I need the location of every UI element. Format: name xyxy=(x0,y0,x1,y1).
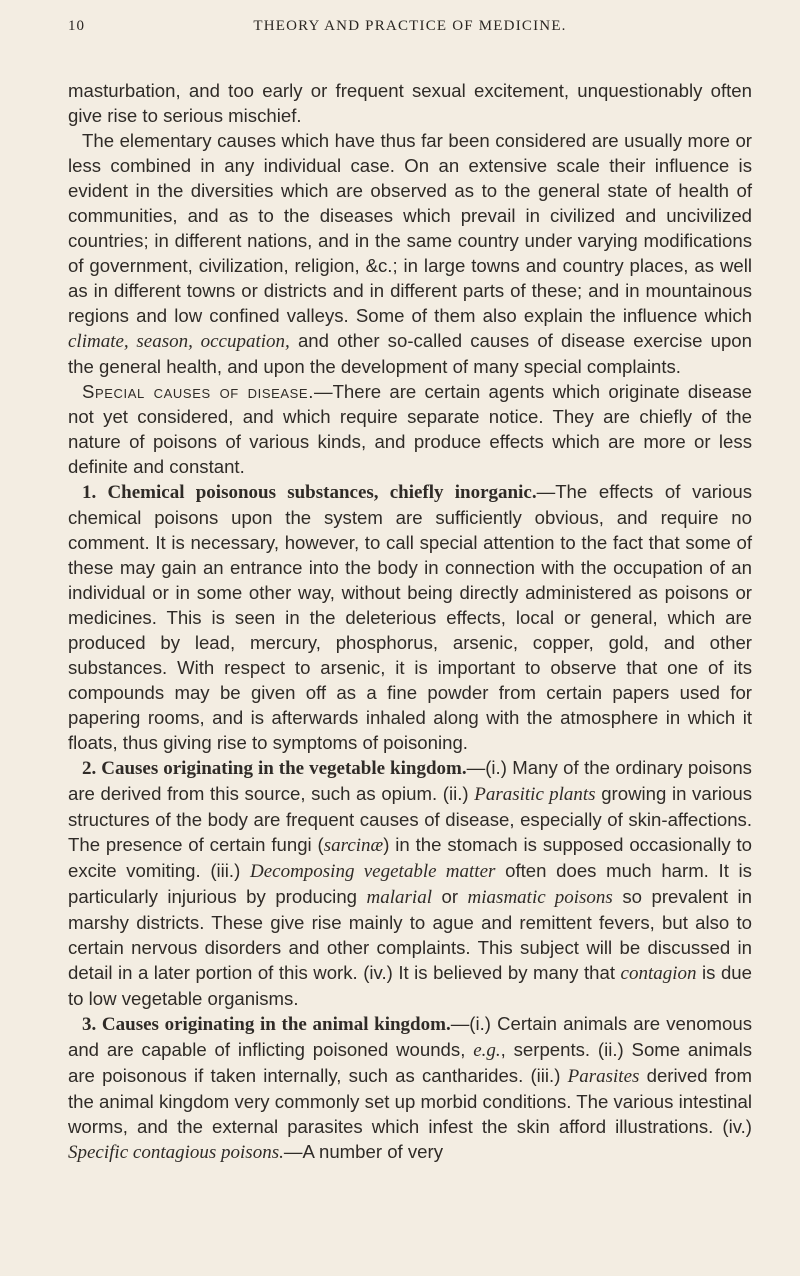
running-head: THEORY AND PRACTICE OF MEDICINE. xyxy=(253,18,567,34)
paragraph-6-italic-2: Parasites xyxy=(567,1066,640,1087)
paragraph-5-text-g: is due to low vegetable organisms. xyxy=(68,962,752,1009)
paragraph-5-text-f: so prevalent in marshy districts. These give rise mainly to ague and remittent fevers, but also to certain nervous disorders and other complaints. This subject will be discussed in detail in a later portion of this work. (iv.) It is believed by many that xyxy=(68,886,752,983)
paragraph-2-text-b: and other so-called causes of disease exercise upon the general health, and upon the development of many special complaints. xyxy=(68,330,752,377)
paragraph-1-text: masturbation, and too early or frequent sexual excitement, unquestionably often give rise to serious mischief. xyxy=(68,80,752,126)
paragraph-3 xyxy=(68,379,752,479)
page-number: 10 xyxy=(68,18,85,34)
chemical-poisons-heading: 1. Chemical poisonous substances, chiefly inorganic. xyxy=(82,482,537,503)
animal-kingdom-heading: 3. Causes originating in the animal kingdom. xyxy=(82,1014,451,1035)
page-header xyxy=(68,18,752,48)
paragraph-1 xyxy=(68,78,752,128)
paragraph-5-italic-3: Decomposing vegetable matter xyxy=(249,861,496,882)
body-text xyxy=(68,78,752,1165)
vegetable-kingdom-heading: 2. Causes originating in the vegetable kingdom. xyxy=(82,758,467,779)
paragraph-5-text-e: or xyxy=(431,886,468,907)
paragraph-4-text: —The effects of various chemical poisons upon the system are sufficiently obvious, and require no comment. It is necessary, however, to call special attention to the fact that some of these may gain an entrance into the body in connection with the occupation of an individual or in some other way, without being directly administered as poisons or medicines. This is seen in the deleterious effects, local or general, which are produced by lead, mercury, phosphorus, arsenic, copper, gold, and other substances. With respect to arsenic, it is important to observe that one of its compounds may be given off as a fine powder from certain papers used for papering rooms, and is afterwards inhaled along with the atmosphere in which it floats, thus giving rise to symptoms of poisoning. xyxy=(68,481,753,753)
paragraph-5-italic-6: contagion xyxy=(620,963,697,984)
paragraph-5-italic-4: malarial xyxy=(366,887,432,908)
paragraph-5-italic-5: miasmatic poisons xyxy=(467,887,613,908)
paragraph-5-text-a: —(i.) Many of the ordinary poisons are derived from this source, such as opium. (ii.) xyxy=(68,757,752,804)
paragraph-6-italic-1: e.g. xyxy=(473,1040,501,1061)
paragraph-2-text-a: The elementary causes which have thus far been considered are usually more or less combined in any individual case. On an extensive scale their influence is evident in the diversities which are observed as to the general state of health of communities, and as to the diseases which prevail in civilized and uncivilized countries; in different nations, and in the same country under varying modifications of government, civilization, religion, &c.; in large towns and country places, as well as in different towns or districts and in different parts of these; and in mountainous regions and low confined valleys. Some of them also explain the influence which xyxy=(68,130,752,326)
paragraph-6-text-a: —(i.) Certain animals are venomous and are capable of inflicting poisoned wounds, xyxy=(68,1013,752,1060)
paragraph-5-text-b: growing in various structures of the body are frequent causes of disease, especially of skin-affections. The presence of certain fungi ( xyxy=(68,783,752,855)
paragraph-2-italic: climate, season, occupation, xyxy=(68,331,290,352)
paragraph-2 xyxy=(68,128,752,379)
paragraph-6 xyxy=(68,1011,752,1165)
paragraph-5-italic-1: Parasitic plants xyxy=(474,784,596,805)
paragraph-5 xyxy=(68,755,752,1011)
paragraph-6-text-b: , serpents. (ii.) Some animals are poisonous if taken internally, such as cantharides. (iii.) xyxy=(68,1039,753,1086)
paragraph-4 xyxy=(68,479,752,755)
paragraph-6-text-c: derived from the animal kingdom very commonly set up morbid conditions. The various intestinal worms, and the external parasites which infest the skin afford illustrations. (iv.) xyxy=(68,1065,752,1137)
special-causes-heading: Special causes of disease. xyxy=(82,381,314,402)
paragraph-6-italic-3: Specific contagious poisons. xyxy=(68,1142,284,1163)
paragraph-5-italic-2: sarcinæ xyxy=(323,835,384,856)
paragraph-3-text: —There are certain agents which originate disease not yet considered, and which require separate notice. They are chiefly of the nature of poisons of various kinds, and produce effects which are more or less definite and constant. xyxy=(68,381,753,477)
paragraph-5-text-c: ) in the stomach is supposed occasionally to excite vomiting. (iii.) xyxy=(68,834,752,881)
paragraph-6-text-d: —A number of very xyxy=(283,1141,443,1162)
paragraph-5-text-d: often does much harm. It is particularly injurious by producing xyxy=(68,860,752,907)
